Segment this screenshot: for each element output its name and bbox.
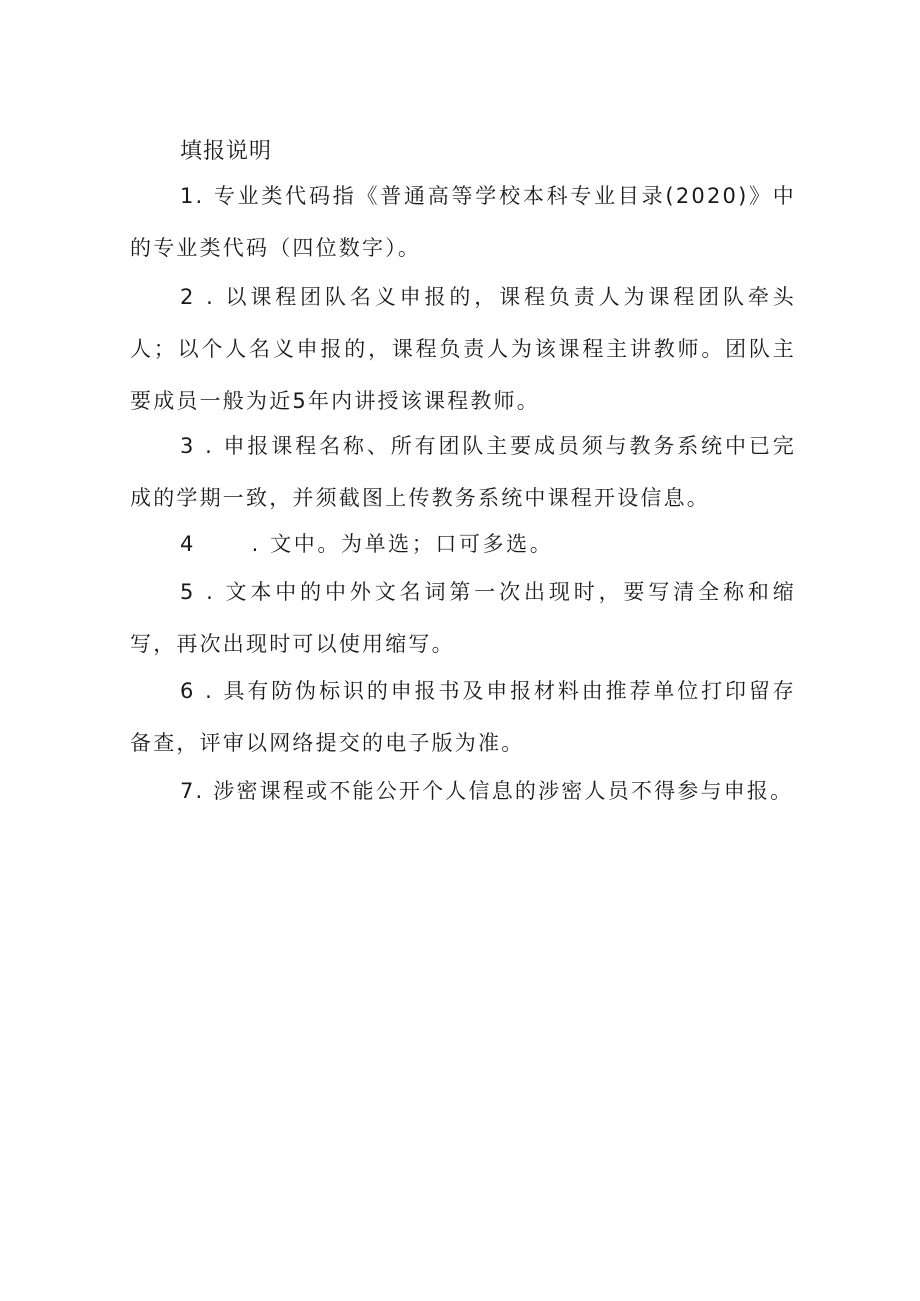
- instruction-item-2: 2 . 以课程团队名义申报的，课程负责人为课程团队牵头人；以个人名义申报的，课程负责人为该课程主讲教师。团队主要成员一般为近5年内讲授该课程教师。: [130, 285, 796, 413]
- instruction-item-7: 7. 涉密课程或不能公开个人信息的涉密人员不得参与申报。: [180, 779, 794, 803]
- document-title: 填报说明: [180, 139, 273, 164]
- instruction-item-4: 4 . 文中。为单选；口可多选。: [180, 532, 554, 556]
- instruction-item-5: 5 . 文本中的中外文名词第一次出现时，要写清全称和缩写，再次出现时可以使用缩写。: [130, 580, 796, 656]
- instruction-item-1: 1. 专业类代码指《普通高等学校本科专业目录(2020)》中的专业类代码（四位数字）。: [130, 184, 796, 260]
- instruction-item-6: 6 . 具有防伪标识的申报书及申报材料由推荐单位打印留存备查，评审以网络提交的电子版为准。: [130, 679, 796, 755]
- instruction-item-3: 3 . 申报课程名称、所有团队主要成员须与教务系统中已完成的学期一致，并须截图上传教务系统中课程开设信息。: [130, 434, 796, 510]
